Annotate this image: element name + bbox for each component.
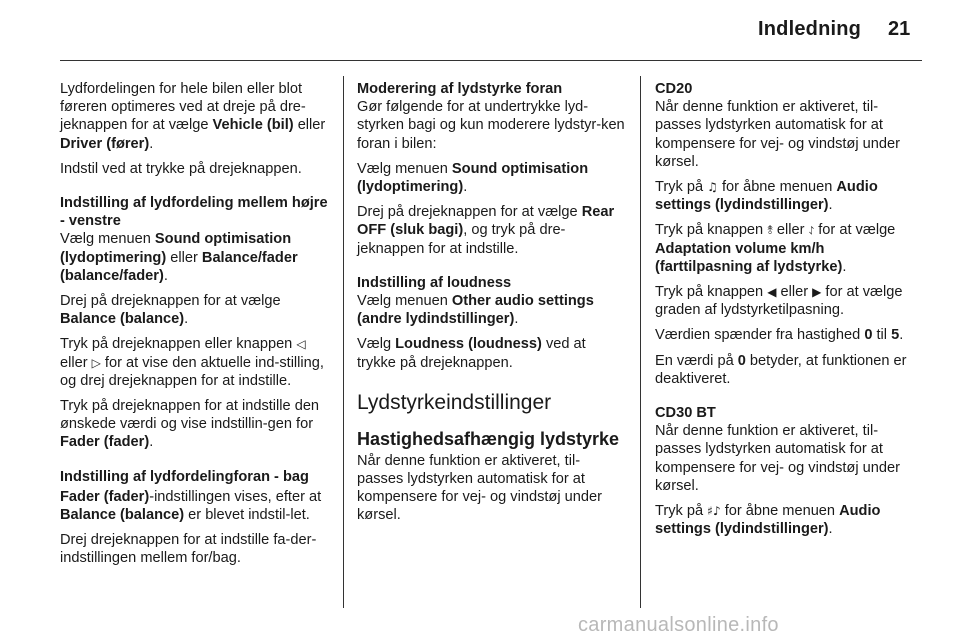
column-divider-2 bbox=[640, 76, 641, 608]
text: . bbox=[842, 258, 847, 275]
text: . bbox=[514, 311, 519, 328]
paragraph: Når denne funktion er aktiveret, til-passes lydstyrken automatisk for at kompensere for vej- og vindstøj under kørsel. bbox=[655, 423, 900, 494]
paragraph bbox=[655, 178, 923, 214]
menu-term: Fader (fader) bbox=[60, 488, 150, 505]
menu-term: Fader (fader) bbox=[60, 434, 150, 451]
text: eller bbox=[772, 222, 809, 239]
menu-term: Adaptation volume km/h (farttilpasning af lydstyrke) bbox=[655, 240, 843, 275]
text: , og tryk på dre-jeknappen for at indstille. bbox=[357, 222, 566, 257]
menu-term: Other audio settings (andre lydindstillinger) bbox=[357, 293, 594, 328]
value-term: 0 bbox=[737, 352, 746, 369]
paragraph bbox=[357, 335, 625, 371]
text: for at vælge graden af lydstyrketilpasning. bbox=[655, 284, 903, 319]
text: Drej på drejeknappen for at vælge bbox=[60, 293, 281, 310]
subheading: CD20 bbox=[655, 81, 693, 97]
paragraph bbox=[357, 292, 625, 328]
text: Tryk på drejeknappen for at indstille den ønskede værdi og vise indstillin-gen for bbox=[60, 398, 320, 433]
paragraph: Når denne funktion er aktiveret, til-passes lydstyrken automatisk for at kompensere for vej- og vindstøj under kørsel. bbox=[357, 452, 602, 524]
menu-term: Audio settings (lydindstillinger) bbox=[655, 503, 881, 538]
text: . bbox=[899, 327, 904, 344]
paragraph: Når denne funktion er aktiveret, til-passes lydstyrken automatisk for at kompensere for vej- og vindstøj under kørsel. bbox=[655, 99, 900, 170]
menu-term: Balance (balance) bbox=[60, 507, 185, 524]
paragraph bbox=[655, 352, 923, 388]
page-number: 21 bbox=[888, 18, 911, 40]
text: Vælg bbox=[357, 336, 396, 353]
menu-term: Sound optimisation (lydoptimering) bbox=[60, 231, 292, 266]
menu-term: Balance (balance) bbox=[60, 311, 185, 328]
text: . bbox=[828, 521, 833, 538]
value-term: 0 bbox=[864, 327, 873, 344]
column-1 bbox=[60, 80, 328, 575]
text: Værdien spænder fra hastighed bbox=[655, 327, 865, 344]
page-header-title: Indledning bbox=[758, 18, 862, 40]
text: for åbne menuen bbox=[720, 503, 840, 520]
text: eller bbox=[166, 249, 202, 266]
paragraph bbox=[60, 335, 328, 390]
subheading: CD30 BT bbox=[655, 405, 716, 422]
menu-term: Driver (fører) bbox=[60, 135, 150, 152]
arrow-left-icon: ◀ bbox=[767, 285, 777, 300]
subheading: Indstilling af lydfordelingforan - bag bbox=[60, 468, 309, 485]
paragraph bbox=[60, 488, 328, 524]
arrow-right-icon: ▶ bbox=[812, 285, 822, 300]
paragraph bbox=[357, 160, 625, 196]
text: -indstillingen vises, efter at bbox=[149, 488, 322, 505]
text: Drej på drejeknappen for at vælge bbox=[357, 204, 582, 221]
text: Tryk på knappen bbox=[655, 284, 768, 301]
paragraph bbox=[60, 230, 328, 285]
section-heading: Lydstyrkeindstillinger bbox=[357, 390, 552, 414]
paragraph: Gør følgende for at undertrykke lyd-styrken bagi og kun moderere lydstyr-ken foran i bilen: bbox=[357, 99, 625, 152]
text: Tryk på knappen bbox=[655, 222, 768, 239]
menu-term: Vehicle (bil) bbox=[212, 117, 294, 134]
subheading: Indstilling af loudness bbox=[357, 274, 512, 291]
paragraph bbox=[655, 221, 923, 276]
text: Vælg menuen bbox=[357, 160, 452, 177]
text: . bbox=[463, 179, 468, 196]
seek-down-icon: ⥌ bbox=[808, 223, 815, 238]
paragraph bbox=[655, 326, 923, 344]
text: for at vælge bbox=[814, 222, 896, 239]
paragraph: Drej drejeknappen for at indstille fa-der-indstillingen mellem for/bag. bbox=[60, 532, 317, 567]
text: eller bbox=[776, 284, 813, 301]
column-divider-1 bbox=[343, 76, 344, 608]
section-subheading: Hastighedsafhængig lydstyrke bbox=[357, 428, 620, 449]
text: . bbox=[828, 197, 833, 214]
subheading: Indstilling af lydfordeling mellem højre - venstre bbox=[60, 195, 328, 230]
text: . bbox=[149, 434, 154, 451]
triangle-right-icon: ▷ bbox=[91, 355, 101, 370]
paragraph bbox=[655, 283, 923, 319]
menu-term: Balance/fader (balance/fader) bbox=[60, 249, 298, 284]
text: Lydfordelingen for hele bilen eller blot føreren optimeres ved at dreje på dre-jeknappen for at vælge bbox=[60, 81, 306, 134]
column-2 bbox=[357, 80, 625, 532]
menu-term: Loudness (loudness) bbox=[395, 336, 542, 353]
text: for åbne menuen bbox=[717, 179, 837, 196]
paragraph bbox=[60, 80, 328, 153]
text: eller bbox=[293, 117, 326, 134]
text: ved at trykke på drejeknappen. bbox=[357, 336, 586, 371]
paragraph bbox=[655, 502, 923, 538]
text: En værdi på bbox=[655, 352, 738, 369]
seek-up-icon: ⥉ bbox=[767, 223, 773, 238]
audio-settings-icon: ♯♪ bbox=[707, 504, 721, 519]
music-note-icon: ♫ bbox=[707, 180, 718, 195]
text: Tryk på bbox=[655, 503, 708, 520]
menu-term: Rear OFF (sluk bagi) bbox=[357, 204, 615, 239]
watermark[interactable]: carmanualsonline.info bbox=[578, 614, 779, 636]
paragraph bbox=[60, 397, 328, 452]
text: er blevet indstil-let. bbox=[184, 507, 310, 524]
text: . bbox=[149, 135, 154, 152]
value-term: 5 bbox=[891, 327, 900, 344]
text: Tryk på drejeknappen eller knappen bbox=[60, 336, 297, 353]
text: betyder, at funktionen er deaktiveret. bbox=[655, 352, 907, 387]
text: til bbox=[872, 327, 892, 344]
column-3 bbox=[655, 80, 923, 545]
menu-term: Audio settings (lydindstillinger) bbox=[655, 179, 878, 214]
paragraph bbox=[357, 203, 625, 258]
text: for at vise den aktuelle ind-stilling, og drej drejeknappen for at indstille. bbox=[60, 354, 324, 389]
text: . bbox=[184, 311, 189, 328]
text: Vælg menuen bbox=[60, 231, 155, 248]
triangle-left-icon: ◁ bbox=[296, 337, 306, 352]
text: Tryk på bbox=[655, 179, 708, 196]
subheading: Moderering af lydstyrke foran bbox=[357, 81, 563, 97]
header-divider bbox=[60, 60, 922, 61]
text: eller bbox=[60, 354, 92, 371]
paragraph bbox=[60, 292, 328, 328]
paragraph: Indstil ved at trykke på drejeknappen. bbox=[60, 160, 302, 177]
text: Vælg menuen bbox=[357, 293, 452, 310]
menu-term: Sound optimisation (lydoptimering) bbox=[357, 160, 589, 196]
text: . bbox=[163, 267, 168, 284]
